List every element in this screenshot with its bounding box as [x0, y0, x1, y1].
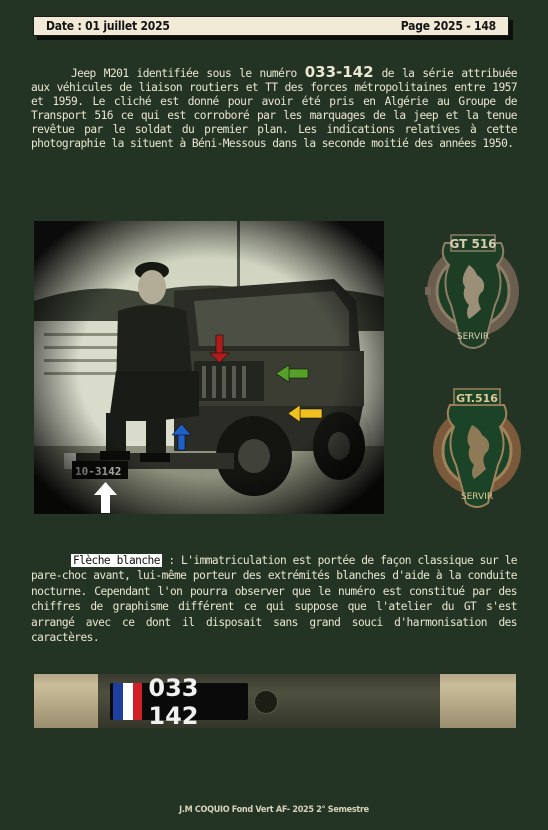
- badge-1-top-text: GT 516: [449, 237, 497, 251]
- intro-text-rest: de la série attribuée aux véhicules de liaison routiers et TT des forces métropolitaines entre 1957 et 1959. Le cliché est donné pour avoir été pris en Algérie au Groupe de Transport 516 ce qui est corroboré par les marquages de la jeep et la tenue revêtue par le soldat du premier plan. Les indications relatives à cette photographie la situent à Béni-Messous dans la seconde moitié des années 1950.: [31, 67, 517, 151]
- header-date: Date : 01 juillet 2025: [46, 19, 170, 33]
- caption-paragraph: [31, 553, 517, 645]
- caption-highlight-label: Flèche blanche: [73, 554, 160, 567]
- license-plate: [110, 673, 248, 730]
- header-bar: [33, 16, 509, 36]
- badge-1-bottom-text: SERVIR: [456, 332, 490, 342]
- page-footer: J.M COQUIO Fond Vert AF- 2025 2° Semestre: [179, 805, 369, 815]
- badge-2-top-text: GT.516: [456, 392, 498, 405]
- bumper-plate-detail: [34, 674, 516, 728]
- caption-text: : L'immatriculation est portée de façon classique sur le pare-choc avant, lui-même porteur des extrémités blanches d'aide à la conduite nocturne. Cependant l'on pourra observer que le numéro est constitué par des chiffres de graphisme différent ce qui suppose que l'atelier du GT s'est arrangé avec ce dont il disposait sans grand souci d'harmonisation des caractères.: [31, 554, 517, 645]
- license-plate-number: 033 142: [148, 673, 199, 730]
- intro-paragraph: [31, 65, 517, 152]
- gt516-insignia-badge-1: [425, 225, 521, 355]
- jeep-photograph: [34, 221, 384, 514]
- bumper-rivet: [254, 690, 278, 714]
- intro-text-start: Jeep M201 identifiée sous le numéro: [71, 67, 305, 80]
- badge-2-bottom-text: SERVIR: [460, 492, 494, 502]
- header-page-number: Page 2025 - 148: [400, 19, 496, 33]
- gt516-insignia-badge-2: [432, 383, 522, 513]
- french-flag-icon: [113, 683, 142, 720]
- vehicle-number: 033-142: [304, 63, 374, 81]
